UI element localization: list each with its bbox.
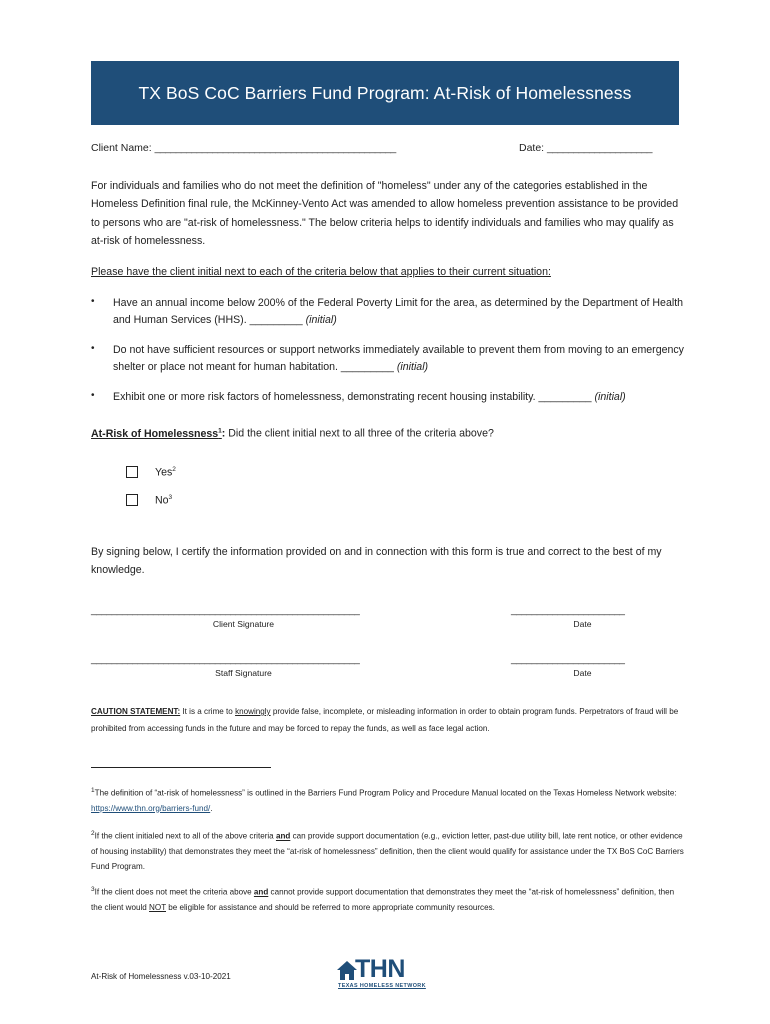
client-date-line[interactable]: ______________________	[511, 605, 625, 616]
intro-paragraph: For individuals and families who do not meet the definition of "homeless" under any of the categories established in the Homeless Definition final rule, the McKinney-Vento Act was amended to allow homeless prevention assistance to be provided to persons who are "at-risk of homelessness." The below criteria helps to identify individuals and families who may qualify as at-risk of homelessness.	[91, 180, 679, 247]
option-yes[interactable]	[126, 466, 176, 479]
thn-logo	[336, 955, 436, 992]
criteria-item	[91, 295, 686, 328]
logo-tagline: TEXAS HOMELESS NETWORK	[338, 983, 426, 989]
barriers-fund-link[interactable]: https://www.thn.org/barriers-fund/	[91, 803, 211, 813]
footnote-1: $^1$The definition of “at-risk of homelessness” is outlined in the Barriers Fund Program Policy and Procedure Manual located on the Texas Homeless Network website: https://www.thn.org/barriers-fund/.	[91, 787, 677, 813]
date-label: Date:	[519, 142, 545, 154]
yes-checkbox[interactable]	[126, 466, 138, 478]
date-row	[519, 142, 652, 154]
criteria-item	[91, 342, 686, 375]
yes-label: Yes$^2$	[155, 466, 176, 479]
form-title: TX BoS CoC Barriers Fund Program: At-Risk of Homelessness	[138, 82, 632, 103]
certification-text: By signing below, I certify the information provided on and in connection with this form is true and correct to the best of my knowledge.	[91, 546, 662, 577]
footnote-divider	[91, 767, 271, 768]
option-no[interactable]	[126, 494, 172, 507]
bullet-icon: •	[91, 390, 95, 401]
question-text: Did the client initial next to all three of the criteria above?	[225, 427, 494, 440]
initial-hint: (initial)	[305, 313, 337, 326]
caution-label: CAUTION STATEMENT:	[91, 707, 181, 716]
no-label: No$^3$	[155, 494, 173, 507]
client-date-label: Date	[573, 619, 592, 629]
client-signature-label: Client Signature	[212, 619, 275, 629]
criteria-item	[91, 389, 686, 406]
staff-signature-label: Staff Signature	[215, 668, 272, 678]
caution-statement: CAUTION STATEMENT: It is a crime to knowingly provide false, incomplete, or misleading information in order to obtain program funds. Perpetrators of fraud will be prohibited from accessing funds in the future and may be forced to repay the funds, as well as face legal action.	[91, 707, 679, 733]
question-label: At-Risk of Homelessness$^1$	[91, 427, 222, 440]
footnote-2: $^2$If the client initialed next to all of the above criteria and can provide support documentation (e.g., eviction letter, past-due utility bill, late rent notice, or other evidence of housing instability) that demonstrates they meet the “at-risk of homelessness” definition, then the client would qualify for assistance under the TX BoS CoC Barriers Fund Program.	[91, 830, 684, 871]
question-line: At-Risk of Homelessness$^1$: Did the client initial next to all three of the criteria above?	[91, 427, 494, 440]
initial-hint: (initial)	[594, 391, 626, 403]
logo-wordmark: THN	[355, 955, 405, 983]
date-field[interactable]: ____________________	[547, 142, 652, 154]
client-signature-line[interactable]: ____________________________________________________	[91, 605, 360, 616]
criteria-text: Have an annual income below 200% of the Federal Poverty Limit for the area, as determined by the Department of Health and Human Services (HHS). _________ (initial)	[113, 297, 684, 326]
client-name-label: Client Name:	[91, 142, 152, 154]
staff-date-label: Date	[573, 668, 592, 678]
version-label: At-Risk of Homelessness v.03-10-2021	[91, 972, 231, 981]
instruction-text: Please have the client initial next to each of the criteria below that applies to their current situation:	[91, 266, 551, 278]
criteria-text: Do not have sufficient resources or support networks immediately available to prevent them from moving to an emergency shelter or place not meant for human habitation. _________ (initial)	[113, 344, 684, 373]
criteria-list	[91, 295, 686, 406]
criteria-text: Exhibit one or more risk factors of homelessness, demonstrating recent housing instability. _________ (initial)	[113, 391, 626, 403]
staff-signature-line[interactable]: ____________________________________________________	[91, 654, 360, 665]
staff-date-line[interactable]: ______________________	[511, 654, 625, 665]
initial-hint: (initial)	[396, 360, 429, 373]
header-band	[91, 61, 679, 125]
no-checkbox[interactable]	[126, 494, 138, 506]
bullet-icon: •	[91, 296, 95, 307]
client-name-field[interactable]: ______________________________________________	[154, 142, 396, 154]
footnote-3: $^3$If the client does not meet the criteria above and cannot provide support documentation that demonstrates they meet the “at-risk of homelessness” definition, then the client would NOT be eligible for assistance and should be referred to more appropriate community resources.	[91, 886, 675, 912]
bullet-icon: •	[91, 343, 95, 354]
client-name-row	[91, 142, 396, 154]
